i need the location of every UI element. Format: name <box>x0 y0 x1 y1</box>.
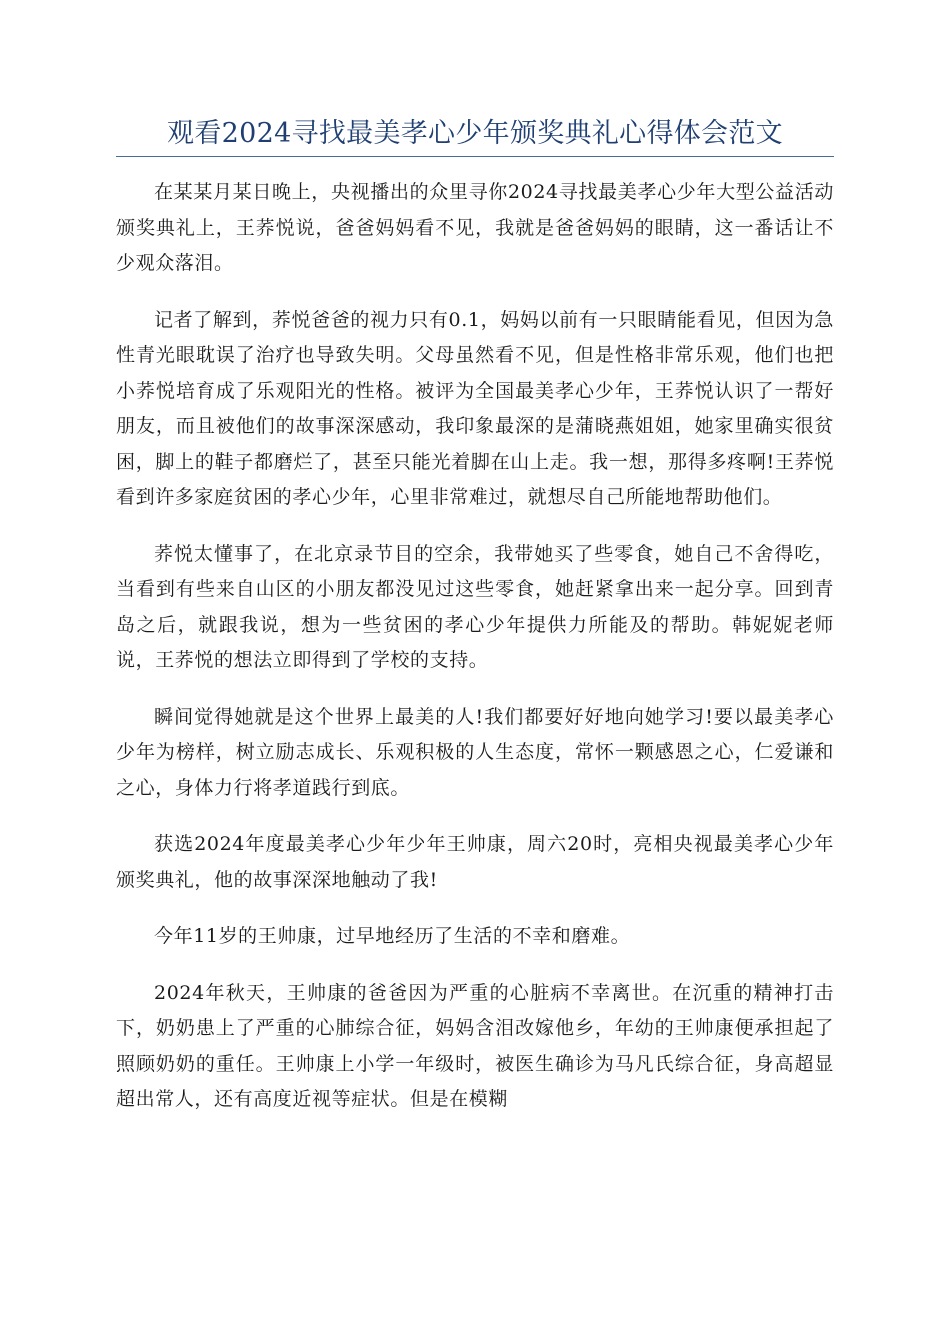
paragraph-4: 瞬间觉得她就是这个世界上最美的人!我们都要好好地向她学习!要以最美孝心少年为榜样，树立励志成长、乐观积极的人生态度，常怀一颗感恩之心，仁爱谦和之心，身体力行将孝道践行到底。 <box>116 705 834 799</box>
paragraph-7: 2024年秋天，王帅康的爸爸因为严重的心脏病不幸离世。在沉重的精神打击下，奶奶患上了严重的心肺综合征，妈妈含泪改嫁他乡，年幼的王帅康便承担起了照顾奶奶的重任。王帅康上小学一年级时，被医生确诊为马凡氏综合征，身高超显超出常人，还有高度近视等症状。但是在模糊 <box>116 981 834 1110</box>
paragraph-2: 记者了解到，荞悦爸爸的视力只有0.1，妈妈以前有一只眼睛能看见，但因为急性青光眼耽误了治疗也导致失明。父母虽然看不见，但是性格非常乐观，他们也把小荞悦培育成了乐观阳光的性格。被评为全国最美孝心少年，王荞悦认识了一帮好朋友，而且被他们的故事深深感动，我印象最深的是蒲晓燕姐姐，她家里确实很贫困，脚上的鞋子都磨烂了，甚至只能光着脚在山上走。我一想，那得多疼啊!王荞悦看到许多家庭贫困的孝心少年，心里非常难过，就想尽自己所能地帮助他们。 <box>116 308 834 508</box>
paragraph-5: 获选2024年度最美孝心少年少年王帅康，周六20时，亮相央视最美孝心少年颁奖典礼，他的故事深深地触动了我! <box>116 833 834 891</box>
title-block <box>116 112 834 157</box>
paragraph-6: 今年11岁的王帅康，过早地经历了生活的不幸和磨难。 <box>154 925 631 947</box>
document-body <box>116 175 834 1139</box>
paragraph-1: 在某某月某日晚上，央视播出的众里寻你2024寻找最美孝心少年大型公益活动颁奖典礼上，王荞悦说，爸爸妈妈看不见，我就是爸爸妈妈的眼睛，这一番话让不少观众落泪。 <box>116 181 834 274</box>
paragraph-3: 荞悦太懂事了，在北京录节目的空余，我带她买了些零食，她自己不舍得吃，当看到有些来自山区的小朋友都没见过这些零食，她赶紧拿出来一起分享。回到青岛之后，就跟我说，想为一些贫困的孝心少年提供力所能及的帮助。韩妮妮老师说，王荞悦的想法立即得到了学校的支持。 <box>116 542 834 671</box>
document-title: 观看2024寻找最美孝心少年颁奖典礼心得体会范文 <box>167 118 783 149</box>
